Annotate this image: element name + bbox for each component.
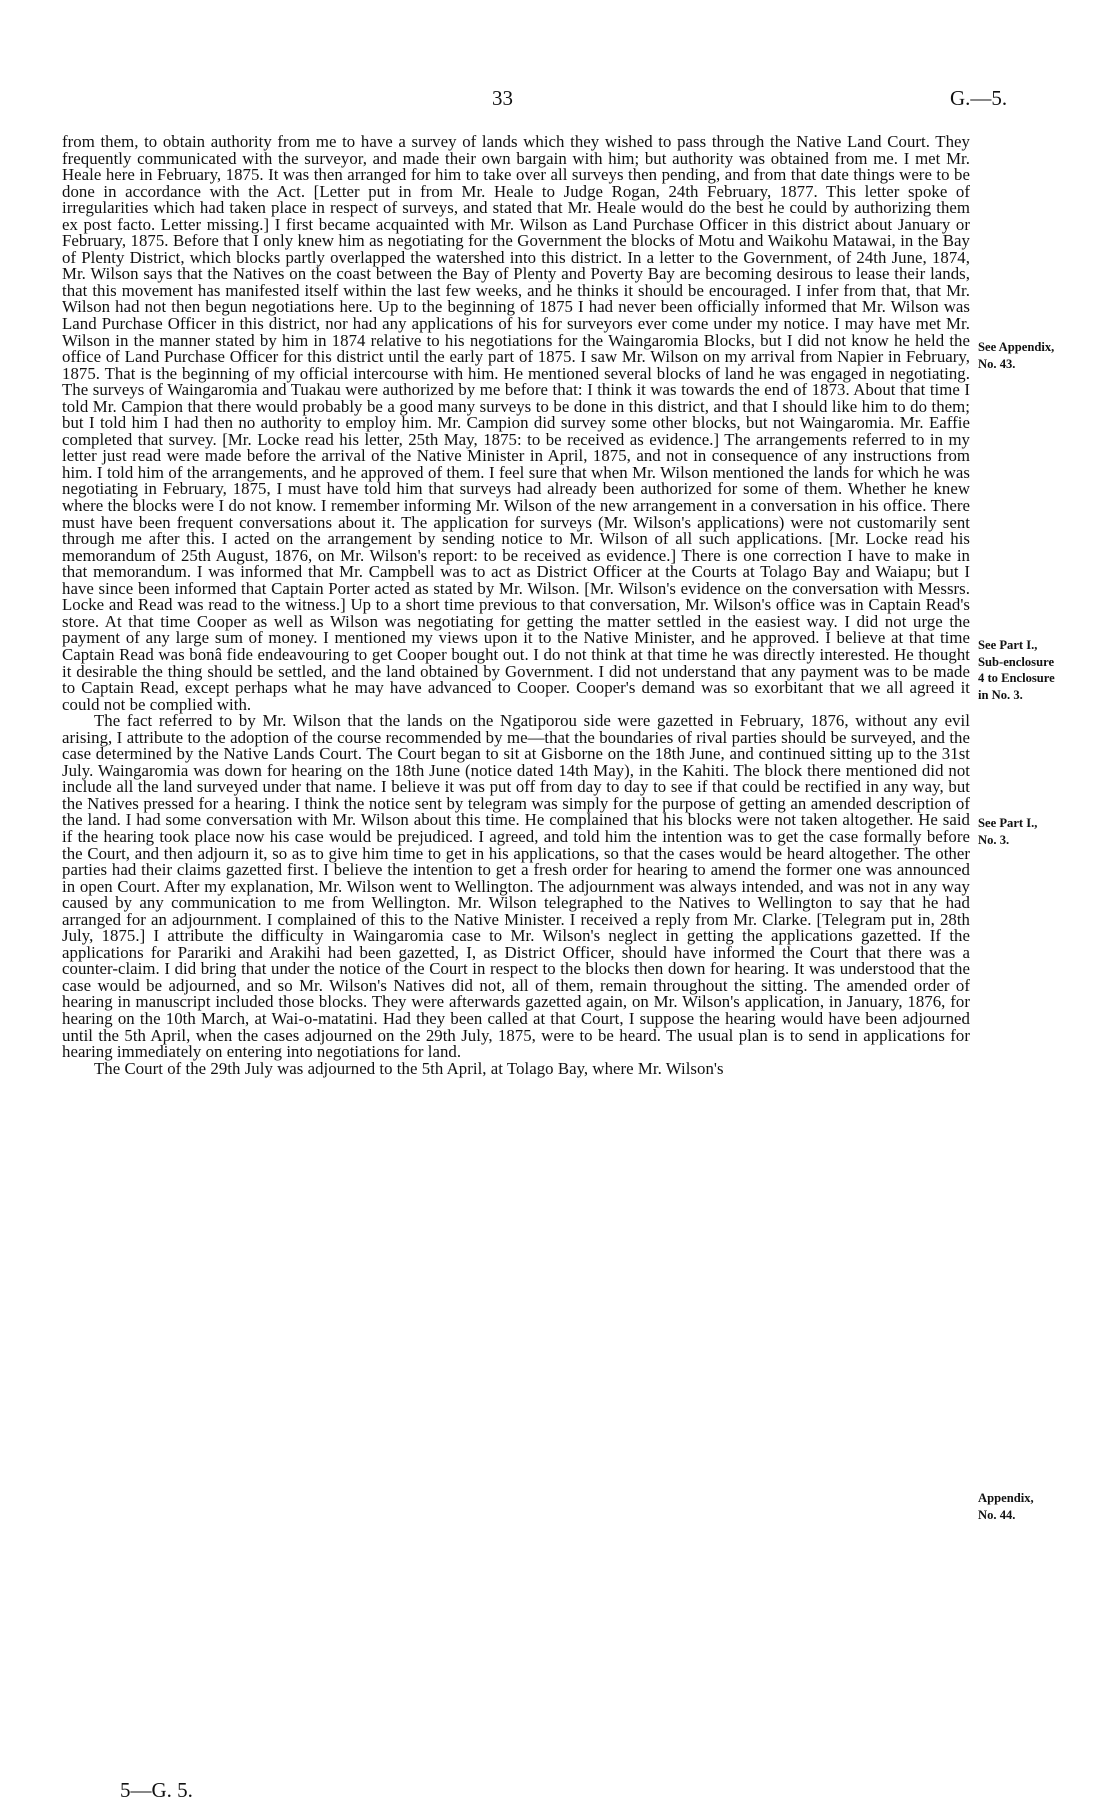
margin-note: See Appendix, No. 43. xyxy=(978,340,1055,371)
margin-note: See Part I., Sub-enclosure 4 to Enclosure in No. 3. xyxy=(978,638,1055,702)
footer-code: 5—G. 5. xyxy=(120,1778,193,1802)
paragraph: The Court of the 29th July was adjourned to the 5th April, at Tolago Bay, where Mr. Wilson's xyxy=(94,1058,724,1078)
document-code: G.—5. xyxy=(950,86,1008,110)
paragraph: The fact referred to by Mr. Wilson that the lands on the Ngatiporou side were gazetted in February, 1876, without any evil arising, I attribute to the adoption of the course recommended by me—that the boundaries of rival parties should be surveyed, and the case determined by the Native Lands Court. The Court began to sit at Gisborne on the 18th June, and continued sitting up to the 31st July. Waingaromia was down for hearing on the 18th June (notice dated 14th May), in the Kahiti. The block there mentioned did not include all the land surveyed under that name. I believe it was put off from day to day to see if that could be rectified in any way, but the Natives pressed for a hearing. I think the notice sent by telegram was simply for the purpose of getting an amended description of the land. I had some conversation with Mr. Wilson about this time. He complained that his blocks were not taken altogether. He said if the hearing took place now his case would be prejudiced. I agreed, and told him the intention was to get the case formally before the Court, and then adjourn it, so as to give him time to get in his applications, so that the cases would be heard altogether. The other parties had their claims gazetted first. I believe the intention to get a fresh order for hearing to amend the former one was announced in open Court. After my explanation, Mr. Wilson went to Wellington. The adjournment was always intended, and was not in any way caused by any communication to me from Wellington. Mr. Wilson telegraphed to the Natives to Wellington to say that he had arranged for an adjournment. I complained of this to the Native Minister. I received a reply from Mr. Clarke. [Telegram put in, 28th July, 1875.] I attribute the difficulty in Waingaromia case to Mr. Wilson's neglect in getting the applications gazetted. If the applications for Parariki and Arakihi had been gazetted, I, as District Officer, should have informed the Court that there was a counter-claim. I did bring that under the notice of the Court in respect to the blocks then down for hearing. It was understood that the case would be adjourned, and so Mr. Wilson's Natives did not, all of them, remain throughout the sitting. The amended order of hearing in manuscript included those blocks. They were afterwards gazetted again, on Mr. Wilson's application, in January, 1876, for hearing on the 10th March, at Wai-o-matatini. Had they been called at that Court, I suppose the hearing would have been adjourned until the 5th April, when the cases adjourned on the 29th July, 1875, were to be heard. The usual plan is to send in applications for hearing immediately on entering into negotiations for land. xyxy=(62,711,970,1062)
body-text xyxy=(62,134,970,1077)
page-number: 33 xyxy=(492,86,513,110)
paragraph: from them, to obtain authority from me to have a survey of lands which they wished to pass through the Native Land Court. They frequently communicated with the surveyor, and made their own bargain with him; but authority was obtained from me. I met Mr. Heale here in February, 1875. It was then arranged for him to take over all surveys then pending, and from that date things were to be done in accordance with the Act. [Letter put in from Mr. Heale to Judge Rogan, 24th February, 1877. This letter spoke of irregularities which had taken place in respect of surveys, and stated that Mr. Heale would do the best he could by authorizing them ex post facto. Letter missing.] I first became acquainted with Mr. Wilson as Land Purchase Officer in this district about January or February, 1875. Before that I only knew him as negotiating for the Government the blocks of Motu and Waikohu Matawai, in the Bay of Plenty District, which blocks partly overlapped the watershed into this district. In a letter to the Government, of 24th June, 1874, Mr. Wilson says that the Natives on the coast between the Bay of Plenty and Poverty Bay are becoming desirous to lease their lands, that this movement has manifested itself within the last few weeks, and he thinks it should be encouraged. I infer from that, that Mr. Wilson had not then begun negotiations here. Up to the beginning of 1875 I had never been officially informed that Mr. Wilson was Land Purchase Officer in this district, nor had any applications of his for surveyors ever come under my notice. I may have met Mr. Wilson in the manner stated by him in 1874 relative to his negotiations for the Waingaromia Blocks, but I did not know he held the office of Land Purchase Officer for this district until the early part of 1875. I saw Mr. Wilson on my arrival from Napier in February, 1875. That is the beginning of my official intercourse with him. He mentioned several blocks of land he was engaged in negotiating. The surveys of Waingaromia and Tuakau were authorized by me before that: I think it was towards the end of 1873. About that time I told Mr. Campion that there would probably be a good many surveys to be done in this district, and that I should like him to do them; but I told him I had then no authority to employ him. Mr. Campion did survey some other blocks, but not Waingaromia. Mr. Eaffie completed that survey. [Mr. Locke read his letter, 25th May, 1875: to be received as evidence.] The arrangements referred to in my letter just read were made before the arrival of the Native Minister in April, 1875, and not in consequence of any instructions from him. I told him of the arrangements, and he approved of them. I feel sure that when Mr. Wilson mentioned the lands for which he was negotiating in February, 1875, I must have told him that surveys had already been authorized for some of them. Whether he knew where the blocks were I do not know. I remember informing Mr. Wilson of the new arrangement in a conversation in his office. There must have been frequent conversations about it. The application for surveys (Mr. Wilson's applications) were not customarily sent through me after this. I acted on the arrangement by sending notice to Mr. Wilson of all such applications. [Mr. Locke read his memorandum of 25th August, 1876, on Mr. Wilson's report: to be received as evidence.] There is one correction I have to make in that memorandum. I was informed that Mr. Campbell was to act as District Officer at the Courts at Tolago Bay and Waiapu; but I have since been informed that Captain Porter acted as stated by Mr. Wilson. [Mr. Wilson's evidence on the conversation with Messrs. Locke and Read was read to the witness.] Up to a short time previous to that conversation, Mr. Wilson's office was in Captain Read's store. At that time Cooper as well as Wilson was negotiating for getting the matter settled in the easiest way. I did not urge the payment of any large sum of money. I mentioned my views upon it to the Native Minister, and he approved. I believe at that time Captain Read was bonâ fide endeavouring to get Cooper bought out. I do not think at that time he was directly interested. He thought it desirable the thing should be settled, and the land obtained by Government. I did not understand that any payment was to be made to Captain Read, except perhaps what he may have advanced to Cooper. Cooper's demand was so exorbitant that we all agreed it could not be complied with. xyxy=(62,132,970,714)
margin-note: Appendix, No. 44. xyxy=(978,1491,1034,1522)
margin-note: See Part I., No. 3. xyxy=(978,816,1038,847)
